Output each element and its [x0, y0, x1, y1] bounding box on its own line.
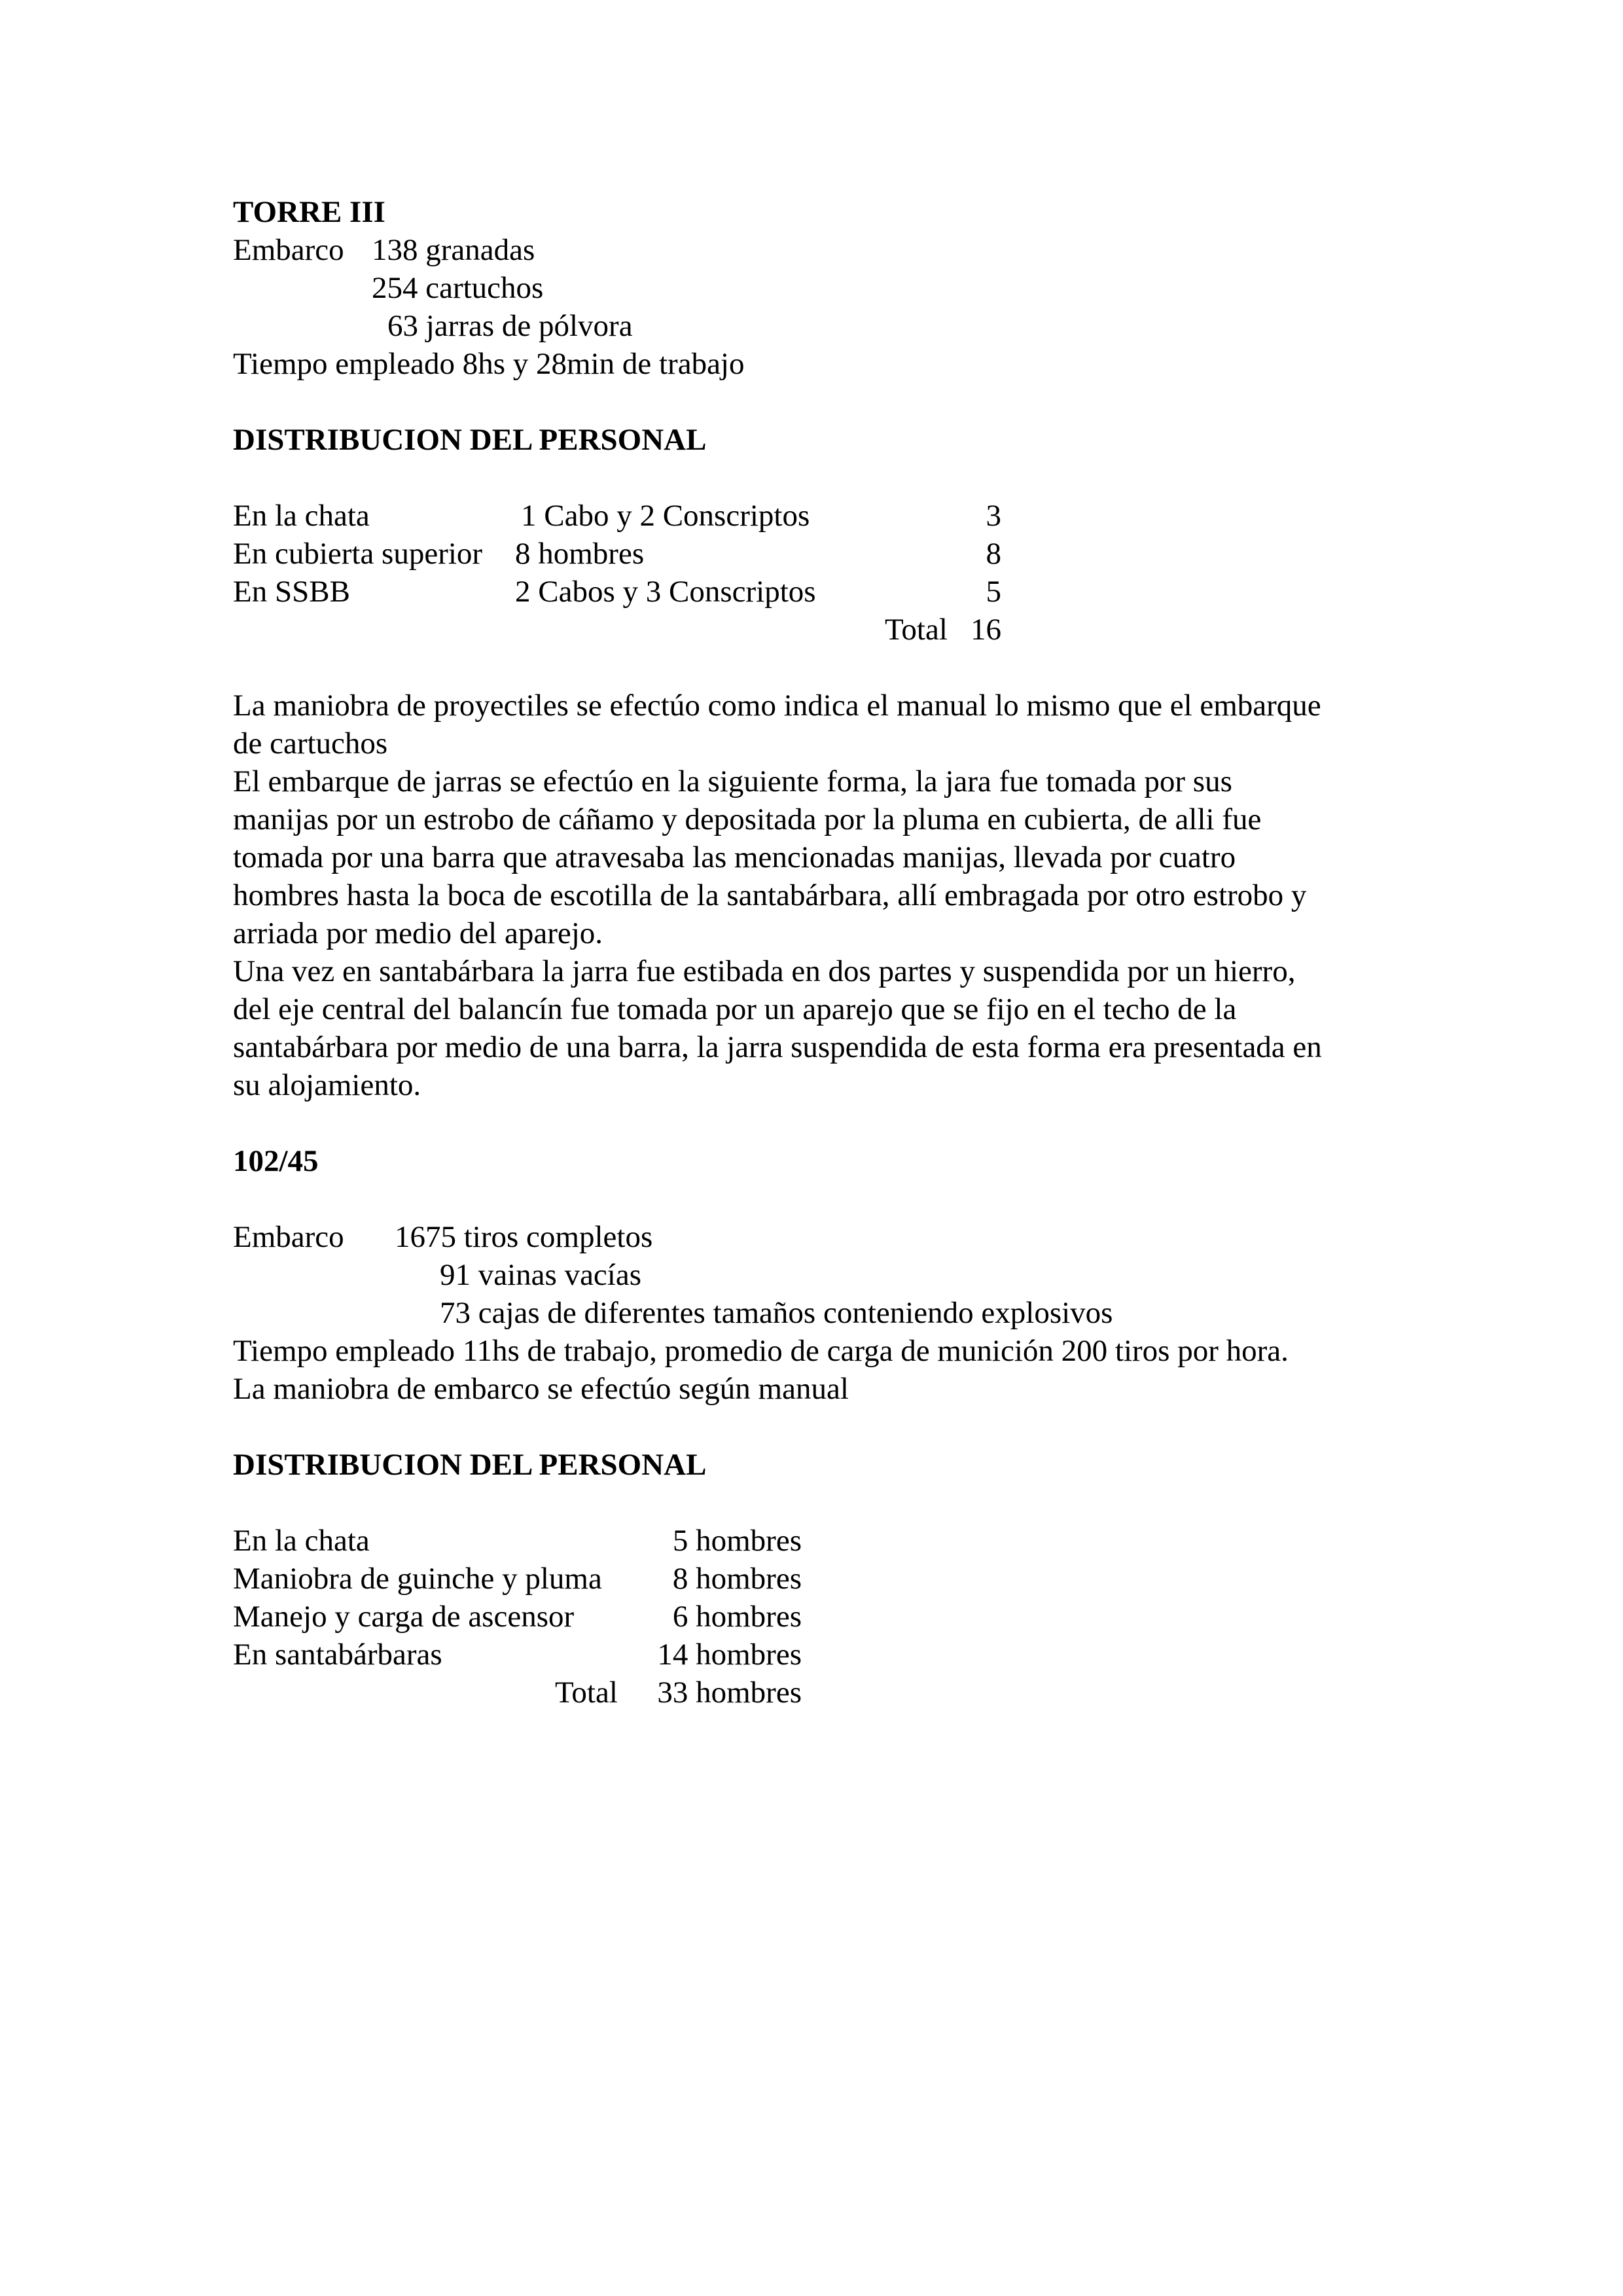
embarco-item: 138 granadas: [372, 233, 535, 267]
total-value: 16: [971, 613, 1001, 647]
embarco-label: Embarco: [233, 233, 344, 267]
personnel-count: 8: [986, 537, 1001, 571]
paragraph-line: santabárbara por medio de una barra, la jarra suspendida de esta forma era presentada en: [233, 1030, 1322, 1064]
personnel-detail: 8 hombres: [515, 537, 645, 571]
personnel-place: En la chata: [233, 1524, 370, 1558]
embarco-item: 254 cartuchos: [372, 271, 544, 305]
total-label: Total: [885, 613, 948, 647]
personnel-count: 14 hombres: [657, 1638, 802, 1672]
section-heading-102-45: 102/45: [233, 1144, 319, 1178]
personnel-count: 3: [986, 499, 1001, 533]
section-heading-torre: TORRE III: [233, 195, 385, 229]
personnel-place: Manejo y carga de ascensor: [233, 1600, 575, 1634]
paragraph-line: La maniobra de proyectiles se efectúo como indica el manual lo mismo que el embarque: [233, 689, 1321, 723]
embarco-item: 63 jarras de pólvora: [387, 309, 633, 343]
personnel-place: En SSBB: [233, 575, 350, 609]
embarco-item: 73 cajas de diferentes tamaños conteniendo explosivos: [440, 1296, 1113, 1330]
personnel-count: 5: [986, 575, 1001, 609]
personnel-place: En santabárbaras: [233, 1638, 442, 1672]
maniobra-text: La maniobra de embarco se efectúo según manual: [233, 1372, 849, 1406]
personnel-detail: 2 Cabos y 3 Conscriptos: [515, 575, 816, 609]
paragraph-line: arriada por medio del aparejo.: [233, 916, 603, 950]
paragraph-line: su alojamiento.: [233, 1068, 421, 1102]
personnel-count: 6 hombres: [672, 1600, 802, 1634]
paragraph-line: Una vez en santabárbara la jarra fue estibada en dos partes y suspendida por un hierro,: [233, 954, 1296, 988]
embarco-item: 1675 tiros completos: [395, 1220, 653, 1254]
personnel-place: En cubierta superior: [233, 537, 483, 571]
paragraph-line: El embarque de jarras se efectúo en la siguiente forma, la jara fue tomada por sus: [233, 764, 1232, 798]
personnel-detail: 1 Cabo y 2 Conscriptos: [521, 499, 810, 533]
total-label: Total: [555, 1676, 618, 1710]
personnel-place: En la chata: [233, 499, 370, 533]
total-value: 33 hombres: [657, 1676, 802, 1710]
tiempo-empleado: Tiempo empleado 8hs y 28min de trabajo: [233, 347, 745, 381]
personnel-place: Maniobra de guinche y pluma: [233, 1562, 602, 1596]
paragraph-line: hombres hasta la boca de escotilla de la santabárbara, allí embragada por otro estrobo y: [233, 878, 1307, 912]
paragraph-line: del eje central del balancín fue tomada por un aparejo que se fijo en el techo de la: [233, 992, 1237, 1026]
personnel-count: 8 hombres: [672, 1562, 802, 1596]
embarco-label: Embarco: [233, 1220, 344, 1254]
paragraph-line: tomada por una barra que atravesaba las mencionadas manijas, llevada por cuatro: [233, 840, 1236, 874]
personnel-count: 5 hombres: [672, 1524, 802, 1558]
paragraph-line: de cartuchos: [233, 726, 388, 761]
tiempo-empleado: Tiempo empleado 11hs de trabajo, promedio de carga de munición 200 tiros por hora.: [233, 1334, 1289, 1368]
embarco-item: 91 vainas vacías: [440, 1258, 642, 1292]
distribution-heading: DISTRIBUCION DEL PERSONAL: [233, 423, 707, 457]
distribution-heading: DISTRIBUCION DEL PERSONAL: [233, 1448, 707, 1482]
paragraph-line: manijas por un estrobo de cáñamo y depositada por la pluma en cubierta, de alli fue: [233, 802, 1262, 836]
